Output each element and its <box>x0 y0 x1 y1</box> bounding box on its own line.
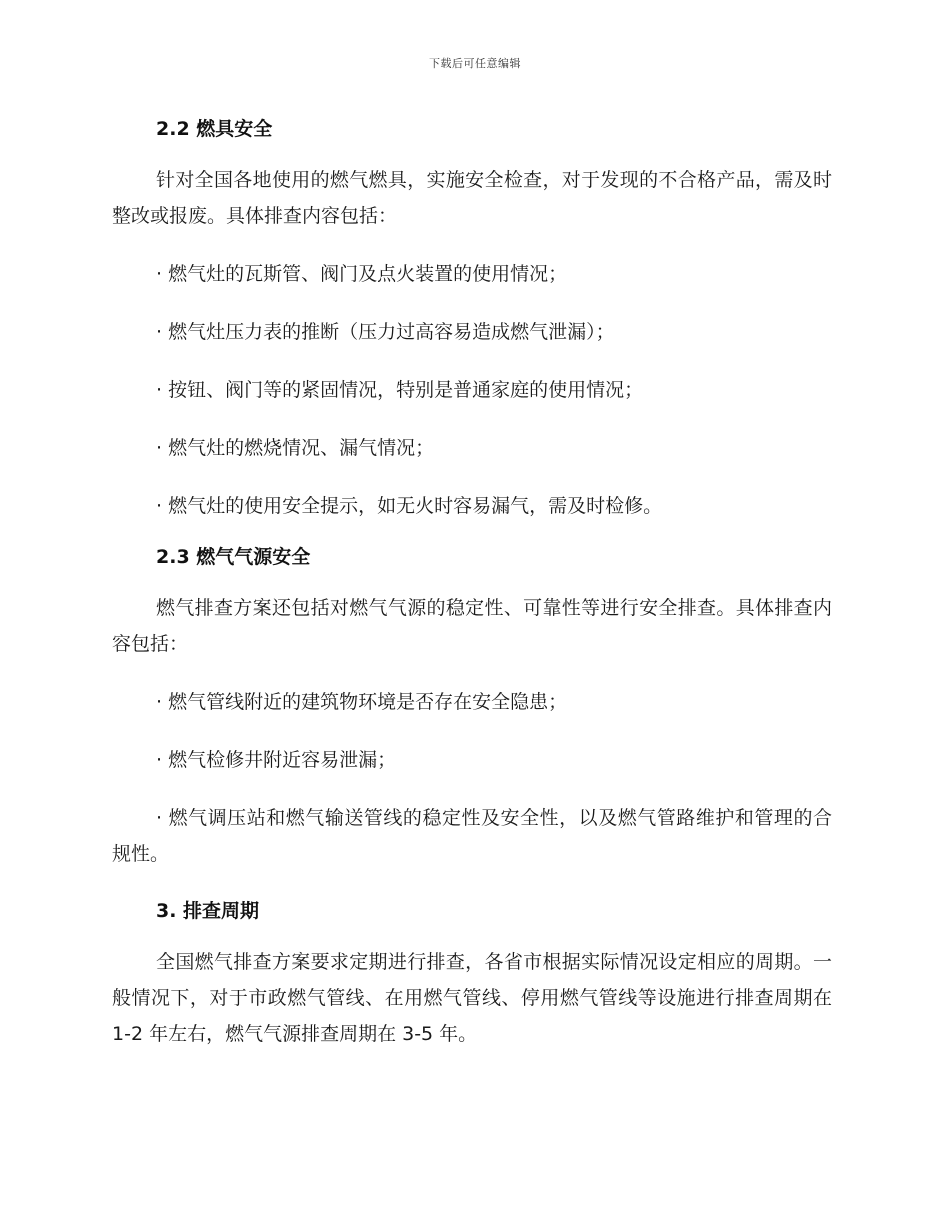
bullet-item: · 燃气检修井附近容易泄漏； <box>156 749 397 771</box>
bullet-item: · 燃气灶压力表的推断（压力过高容易造成燃气泄漏）； <box>156 321 615 343</box>
bullet-item: · 燃气灶的使用安全提示，如无火时容易漏气，需及时检修。 <box>156 495 663 517</box>
section-2-2-intro: 针对全国各地使用的燃气燃具，实施安全检查，对于发现的不合格产品，需及时整改或报废。具体排查内容包括： <box>112 169 832 227</box>
bullet-item: · 按钮、阀门等的紧固情况，特别是普通家庭的使用情况； <box>156 379 644 401</box>
section-heading-2-3: 2.3 燃气气源安全 <box>156 546 311 568</box>
bullet-item: · 燃气灶的燃烧情况、漏气情况； <box>156 437 435 459</box>
section-3-body: 全国燃气排查方案要求定期进行排查，各省市根据实际情况设定相应的周期。一般情况下，对于市政燃气管线、在用燃气管线、停用燃气管线等设施进行排查周期在 1-2 年左右，燃气气源排查周期在 3-5 年。 <box>112 951 832 1045</box>
document-body <box>112 108 832 1060</box>
spacer <box>112 578 832 590</box>
bullet-item: · 燃气调压站和燃气输送管线的稳定性及安全性，以及燃气管路维护和管理的合规性。 <box>112 807 832 865</box>
page-header: 下载后可任意编辑 <box>429 57 521 70</box>
bullet-item: · 燃气管线附近的建筑物环境是否存在安全隐患； <box>156 691 568 713</box>
section-2-3-intro: 燃气排查方案还包括对燃气气源的稳定性、可靠性等进行安全排查。具体排查内容包括： <box>112 597 832 655</box>
section-heading-2-2: 2.2 燃具安全 <box>156 118 273 140</box>
bullet-item: · 燃气灶的瓦斯管、阀门及点火装置的使用情况； <box>156 263 568 285</box>
spacer <box>112 150 832 162</box>
section-heading-3: 3. 排查周期 <box>156 900 260 922</box>
spacer <box>112 932 832 944</box>
